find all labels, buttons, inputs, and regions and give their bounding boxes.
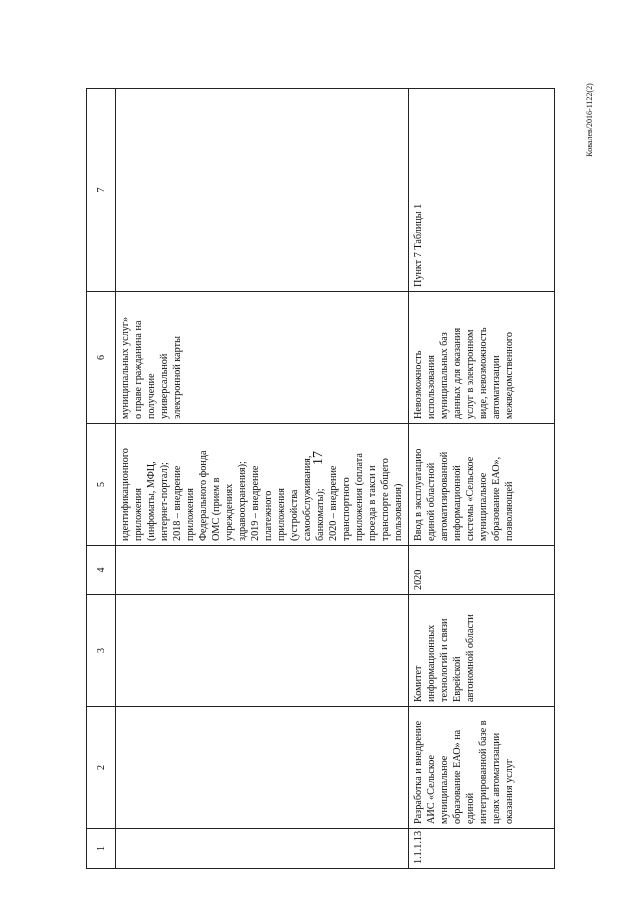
- header-col-6: 6: [87, 292, 116, 424]
- page-number: 17: [311, 451, 326, 465]
- header-col-5: 5: [87, 424, 116, 546]
- header-col-3: 3: [87, 595, 116, 707]
- header-col-1: 1: [87, 829, 116, 869]
- row2-col6: Невозможность использования муниципальных баз данных для оказания услуг в электронном виде, невозможность автоматизации межведомственного: [409, 292, 555, 424]
- row2-col4: 2020: [409, 546, 555, 595]
- row2-col7: Пункт 7 Таблицы 1: [409, 89, 555, 292]
- table-row: [409, 89, 555, 869]
- row1-col4: [116, 546, 409, 595]
- row1-col3: [116, 595, 409, 707]
- measures-table: [86, 88, 555, 869]
- table-header-row: [87, 89, 116, 869]
- row1-col2: [116, 707, 409, 829]
- row2-col5: Ввод в эксплуатацию единой областной автоматизированной информационной системы «Сельское муниципальное образование ЕАО», позволяющей: [409, 424, 555, 546]
- row1-col5: идентификационного приложения (инфоматы, МФЦ, интернет-портал); 2018 – внедрение приложения Федерального фонда ОМС (прием в учреждениях здравоохранения); 2019 – внедрение платежного приложения (устройства самообслуживания, банкоматы); 2020 – внедрение транспортного приложения (оплата проезда в такси и транспорте общего пользования): [116, 424, 409, 546]
- row1-col1: [116, 829, 409, 869]
- rotated-table: [86, 89, 515, 869]
- row2-col1: 1.1.1.13: [409, 829, 555, 869]
- row1-col6: муниципальных услуг» о праве гражданина на получение универсальной электронной карты: [116, 292, 409, 424]
- header-col-4: 4: [87, 546, 116, 595]
- row2-col2: Разработка и внедрение АИС «Сельское муниципальное образование ЕАО» на единой интегрированной базе в целях автоматизации оказания услуг: [409, 707, 555, 829]
- header-col-2: 2: [87, 707, 116, 829]
- row1-col7: [116, 89, 409, 292]
- table-row: [116, 89, 409, 869]
- row2-col3: Комитет информационных технологий и связи Еврейской автономной области: [409, 595, 555, 707]
- header-col-7: 7: [87, 89, 116, 292]
- document-code: Ковалев/2016-1122(2): [585, 83, 594, 157]
